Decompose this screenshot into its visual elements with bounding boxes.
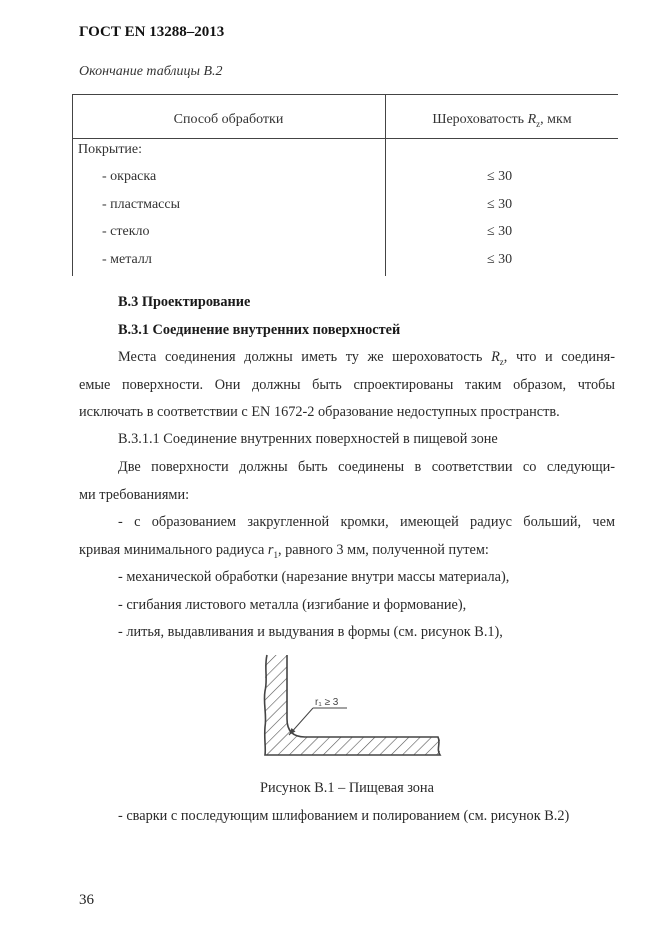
subsection-heading: В.3.1 Соединение внутренних поверхностей — [118, 322, 401, 338]
paragraph-line: емые поверхности. Они должны быть спроектированы таким образом, чтобы — [79, 377, 615, 393]
figure-caption: Рисунок В.1 – Пищевая зона — [260, 780, 434, 796]
paragraph-line: исключать в соответствии с EN 1672-2 образование недоступных пространств. — [79, 404, 560, 420]
table-row-value: ≤ 30 — [487, 197, 513, 212]
paragraph-line: Места соединения должны иметь ту же шероховатость $R_z$, что и соединя- — [118, 349, 615, 367]
figure-food-zone — [255, 653, 445, 768]
hatched-material — [265, 655, 440, 755]
table-header-border — [72, 138, 618, 139]
list-item: - с образованием закругленной кромки, имеющей радиус больший, чем — [118, 514, 615, 530]
corner-section-drawing — [255, 653, 445, 768]
list-item: - сгибания листового металла (изгибание и формование), — [118, 597, 467, 613]
list-item: - механической обработки (нарезание внутри массы материала), — [118, 569, 510, 585]
list-item: - литья, выдавливания и выдувания в формы (см. рисунок В.1), — [118, 624, 503, 640]
roughness-table — [72, 94, 618, 276]
sub-clause-heading: В.3.1.1 Соединение внутренних поверхностей в пищевой зоне — [118, 431, 498, 447]
document-header: ГОСТ EN 13288–2013 — [79, 24, 225, 40]
table-row-method: - пластмассы — [102, 197, 180, 212]
table-row-value: ≤ 30 — [487, 252, 513, 267]
table-row-method: - окраска — [102, 169, 157, 184]
table-row-method: - металл — [102, 252, 152, 267]
table-header-roughness: Шероховатость $R_z$, мкм — [432, 112, 572, 129]
paragraph-line: Две поверхности должны быть соединены в соответствии со следующи- — [118, 459, 615, 475]
section-heading: В.3 Проектирование — [118, 294, 251, 310]
list-item: - сварки с последующим шлифованием и полированием (см. рисунок В.2) — [118, 808, 570, 824]
table-row-value: ≤ 30 — [487, 169, 513, 184]
table-row-method: - стекло — [102, 224, 150, 239]
table-caption: Окончание таблицы В.2 — [79, 64, 223, 79]
radius-label: r₁ ≥ 3 — [315, 697, 339, 708]
paragraph-line: ми требованиями: — [79, 487, 190, 503]
table-group-label: Покрытие: — [78, 142, 143, 157]
table-row-value: ≤ 30 — [487, 224, 513, 239]
page-number: 36 — [79, 892, 94, 908]
list-item-continuation: кривая минимального радиуса $r_1$, равного 3 мм, полученной путем: — [79, 542, 489, 560]
table-header-method: Способ обработки — [173, 112, 284, 127]
table-top-border — [72, 94, 618, 95]
